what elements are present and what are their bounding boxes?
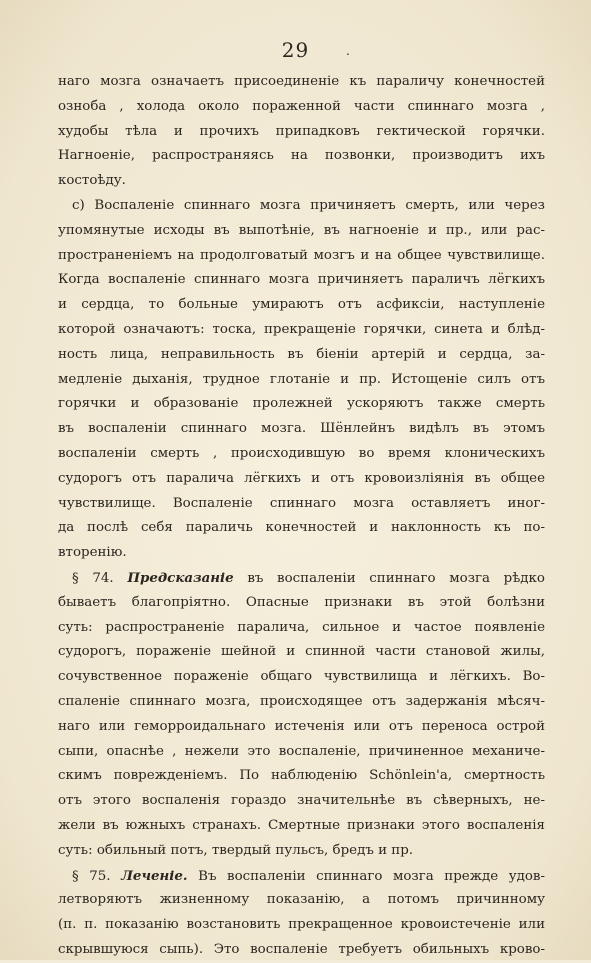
section-75-number: § 75. [72,868,111,884]
text-line: Когда воспаленіе спиннаго мозга причиняетъ параличъ лёгкихъ [58,272,545,288]
section-75-heading: Леченіе. [121,867,188,884]
section-75-first-line-text: Въ воспаленіи спиннаго мозга прежде удов- [198,868,545,884]
page-mark: . [346,44,350,58]
text-line: летворяютъ жизненному показанію, а потомъ причинному [58,892,545,908]
text-line: отъ этого воспаленія гораздо значительнѣе въ сѣверныхъ, не- [58,793,545,809]
text-line: Нагноеніе, распространяясь на позвонки, производитъ ихъ [58,148,545,164]
text-line: костоѣду. [58,173,126,189]
text-line: пространеніемъ на продолговатый мозгъ и на общее чувствилище. [58,247,545,263]
text-line: спаленіе спиннаго мозга, происходящее отъ задержанія мѣсяч- [58,693,545,709]
text-line: вторенію. [58,545,127,561]
text-line: скимъ поврежденіемъ. По наблюденію Schönlein'а, смертность [58,768,545,784]
text-line: наго или геморроидальнаго истеченія или отъ переноса острой [58,718,545,734]
text-line: упомянутые исходы въ выпотѣніе, въ нагноеніе и пр., или рас- [58,222,545,238]
text-line: сочувственное пораженіе общаго чувствилища и лёгкихъ. Во- [58,669,545,685]
section-75-first-line [58,864,545,889]
section-74-heading: Предсказаніе [127,569,234,586]
text-line: сыпи, опаснѣе , нежели это воспаленіе, причиненное механиче- [58,743,545,759]
text-line: горячки и образованіе пролежней ускоряютъ также смерть [58,396,545,412]
text-line: суть: распространеніе паралича, сильное и частое появленіе [58,619,545,635]
text-line: жели въ южныхъ странахъ. Смертные признаки этого воспаленія [58,817,545,833]
text-line: c) Воспаленіе спиннаго мозга причиняетъ смерть, или через [72,197,545,213]
page-body [58,70,545,963]
text-line: ность лица, неправильность въ біеніи артерій и сердца, за- [58,346,545,362]
text-line: (п. п. показанію возстановить прекращенное кровоистеченіе или [58,917,545,933]
text-line: наго мозга означаетъ присоединеніе къ параличу конечностей [58,74,545,89]
text-line: воспаленіи смерть , происходившую во время клоническихъ [58,445,545,461]
text-line: чувствилище. Воспаленіе спиннаго мозга оставляетъ иног- [58,495,545,511]
section-74-first-line [58,566,545,591]
text-line: медленіе дыханія, трудное глотаніе и пр. Истощеніе силъ отъ [58,371,545,387]
text-line: бываетъ благопріятно. Опасные признаки въ этой болѣзни [58,594,545,610]
text-line: судорогъ, пораженіе шейной и спинной части становой жилы, [58,644,545,660]
text-line: судорогъ отъ паралича лёгкихъ и отъ кровоизлiянія въ общее [58,470,545,486]
text-line: худобы тѣла и прочихъ припадковъ гектической горячки. [58,123,545,139]
text-line: въ воспаленіи спиннаго мозга. Шёнлейнъ видѣлъ въ этомъ [58,421,545,437]
section-74-number: § 74. [72,570,114,586]
text-line: и сердца, то больные умираютъ отъ асфиксіи, наступленіе [58,297,545,313]
text-line: скрывшуюся сыпь). Это воспаленіе требуетъ обильныхъ крово- [58,941,545,957]
page-number: 29 [281,38,310,62]
text-line: которой означаютъ: тоска, прекращеніе горячки, синета и блѣд- [58,321,545,337]
text-line: суть: обильный потъ, твердый пульсъ, бредъ и пр. [58,842,414,858]
text-line: озноба , холода около пораженной части спиннаго мозга , [58,98,545,114]
text-line: да послѣ себя параличь конечностей и наклонность къ по- [58,520,545,536]
section-74-first-line-text: въ воспаленіи спиннаго мозга рѣдко [247,570,545,586]
